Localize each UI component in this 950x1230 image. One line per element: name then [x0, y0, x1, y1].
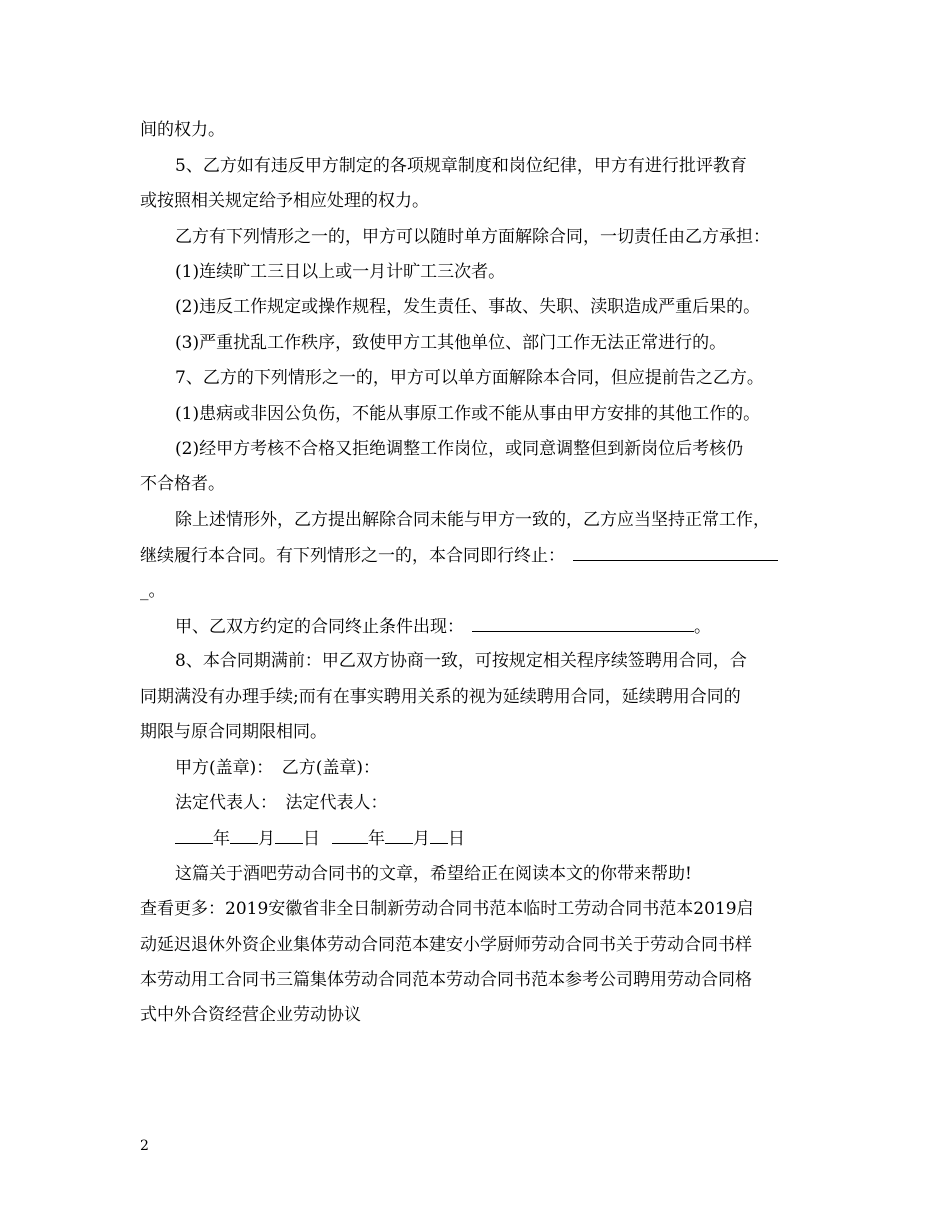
fill-blank	[230, 827, 258, 844]
text-line	[140, 544, 778, 566]
date-line	[175, 827, 465, 849]
text-line: 5、乙方如有违反甲方制定的各项规章制度和岗位纪律，甲方有进行批评教育	[175, 156, 747, 176]
related-links-line: 查看更多：2019安徽省非全日制新劳动合同书范本临时工劳动合同书范本2019启	[140, 899, 754, 919]
date-year: 年	[368, 829, 385, 849]
date-day: 日	[303, 829, 320, 849]
fill-blank	[385, 827, 413, 844]
text-segment: 继续履行本合同。有下列情形之一的，本合同即行终止：	[140, 546, 565, 566]
related-links-line: 式中外合资经营企业劳动协议	[140, 1005, 361, 1025]
text-line: (2)违反工作规定或操作规程，发生责任、事故、失职、渎职造成严重后果的。	[175, 297, 761, 317]
text-line: 期限与原合同期限相同。	[140, 722, 327, 742]
text-line: 8、本合同期满前：甲乙双方协商一致，可按规定相关程序续签聘用合同，合	[175, 651, 747, 671]
text-line: 不合格者。	[140, 474, 225, 494]
fill-blank	[472, 615, 694, 632]
text-line: 7、乙方的下列情形之一的，甲方可以单方面解除本合同，但应提前告之乙方。	[175, 368, 764, 388]
text-line	[175, 615, 711, 637]
text-line: 间的权力。	[140, 120, 225, 140]
text-line: (2)经甲方考核不合格又拒绝调整工作岗位，或同意调整但到新岗位后考核仍	[175, 439, 744, 459]
text-line: 同期满没有办理手续;而有在事实聘用关系的视为延续聘用合同，延续聘用合同的	[140, 687, 741, 707]
fill-blank	[430, 827, 448, 844]
signature-line: 法定代表人： 法定代表人：	[175, 793, 388, 813]
text-line: (1)连续旷工三日以上或一月计旷工三次者。	[175, 262, 506, 282]
signature-line: 甲方(盖章)： 乙方(盖章)：	[175, 758, 381, 778]
text-line: 除上述情形外，乙方提出解除合同未能与甲方一致的，乙方应当坚持正常工作，	[175, 510, 770, 530]
text-segment: 。	[694, 617, 711, 637]
text-segment: 甲、乙双方约定的合同终止条件出现：	[175, 617, 464, 637]
date-month: 月	[413, 829, 430, 849]
text-line: (1)患病或非因公负伤，不能从事原工作或不能从事由甲方安排的其他工作的。	[175, 404, 761, 424]
fill-blank	[175, 827, 213, 844]
text-line: _。	[140, 581, 166, 601]
text-line: 乙方有下列情形之一的，甲方可以随时单方面解除合同，一切责任由乙方承担：	[175, 227, 770, 247]
text-line: 这篇关于酒吧劳动合同书的文章，希望给正在阅读本文的你带来帮助!	[175, 864, 692, 884]
date-day: 日	[448, 829, 465, 849]
fill-blank	[275, 827, 303, 844]
fill-blank	[573, 544, 778, 561]
page-number: 2	[140, 1138, 149, 1154]
related-links-line: 本劳动用工合同书三篇集体劳动合同范本劳动合同书范本参考公司聘用劳动合同格	[140, 970, 752, 990]
related-links-line: 动延迟退休外资企业集体劳动合同范本建安小学厨师劳动合同书关于劳动合同书样	[140, 935, 752, 955]
date-month: 月	[258, 829, 275, 849]
text-line: 或按照相关规定给予相应处理的权力。	[140, 191, 429, 211]
date-year: 年	[213, 829, 230, 849]
text-line: (3)严重扰乱工作秩序，致使甲方工其他单位、部门工作无法正常进行的。	[175, 333, 727, 353]
fill-blank	[332, 827, 368, 844]
